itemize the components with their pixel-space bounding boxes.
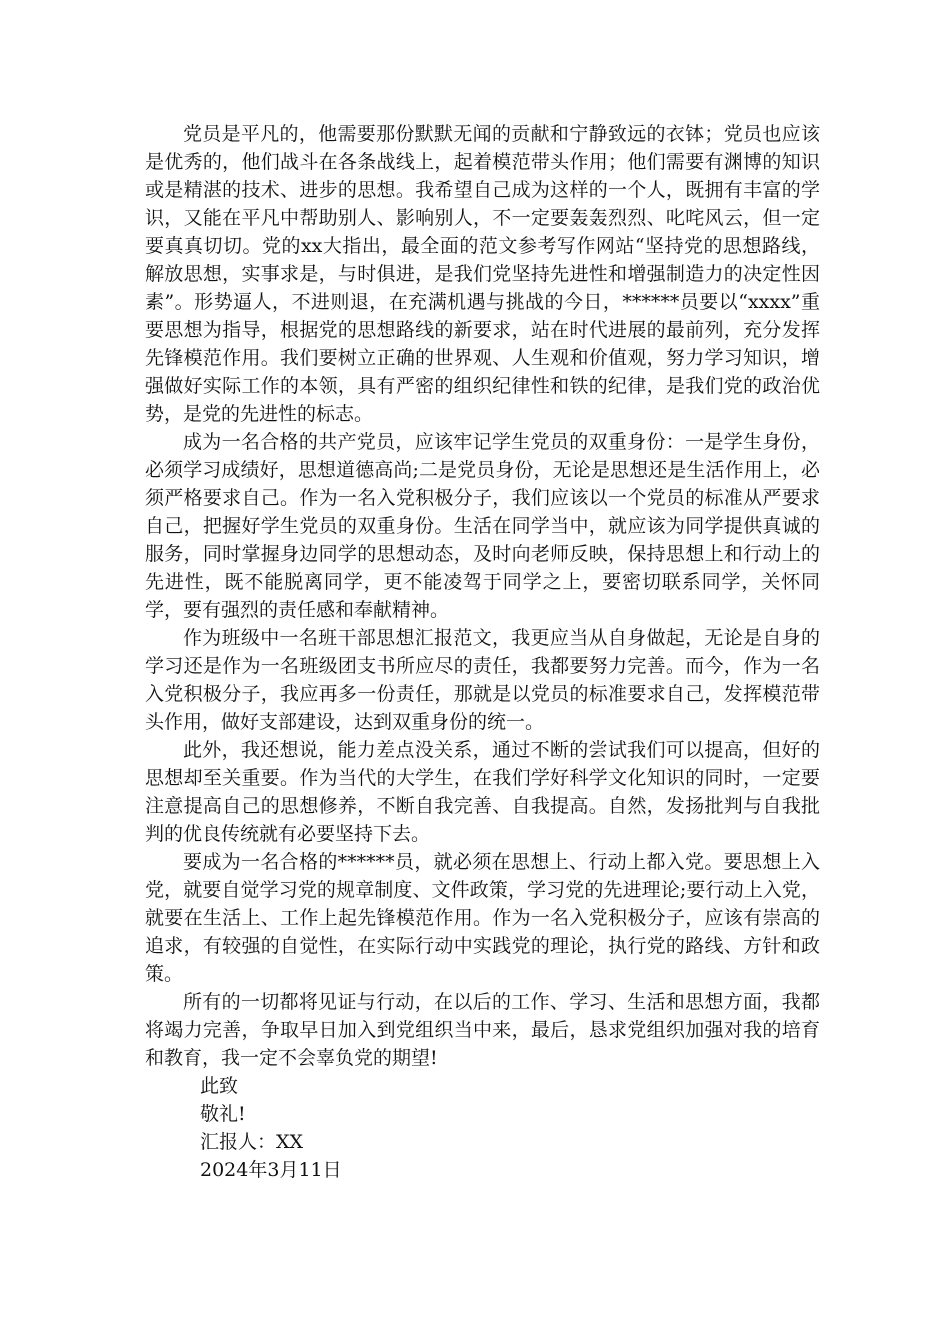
report-date: 2024年3月11日 xyxy=(200,1159,342,1181)
paragraph-5: 要成为一名合格的******员，就必须在思想上、行动上都入党。要思想上入党，就要自觉学习党的规章制度、文件政策，学习党的先进理论;要行动上入党，就要在生活上、工作上起先锋模范作用。作为一名入党积极分子，应该有崇高的追求，有较强的自觉性，在实际行动中实践党的理论，执行党的路线、方针和政策。 xyxy=(145,851,820,985)
reporter-signature: 汇报人：XX xyxy=(200,1131,304,1153)
paragraph-2: 成为一名合格的共产党员，应该牢记学生党员的双重身份：一是学生身份，必须学习成绩好，思想道德高尚;二是党员身份，无论是思想还是生活作用上，必须严格要求自己。作为一名入党积极分子，我们应该以一个党员的标准从严要求自己，把握好学生党员的双重身份。生活在同学当中，就应该为同学提供真诚的服务，同时掌握身边同学的思想动态，及时向老师反映，保持思想上和行动上的先进性，既不能脱离同学，更不能凌驾于同学之上，要密切联系同学，关怀同学，要有强烈的责任感和奉献精神。 xyxy=(145,431,820,621)
paragraph-4: 此外，我还想说，能力差点没关系，通过不断的尝试我们可以提高，但好的思想却至关重要。作为当代的大学生，在我们学好科学文化知识的同时，一定要注意提高自己的思想修养，不断自我完善、自我提高。自然，发扬批判与自我批判的优良传统就有必要坚持下去。 xyxy=(145,739,820,845)
closing-respect: 敬礼! xyxy=(200,1103,246,1125)
paragraph-6: 所有的一切都将见证与行动，在以后的工作、学习、生活和思想方面，我都将竭力完善，争取早日加入到党组织当中来，最后，恳求党组织加强对我的培育和教育，我一定不会辜负党的期望! xyxy=(145,991,820,1069)
paragraph-3: 作为班级中一名班干部思想汇报范文，我更应当从自身做起，无论是自身的学习还是作为一名班级团支书所应尽的责任，我都要努力完善。而今，作为一名入党积极分子，我应再多一份责任，那就是以党员的标准要求自己，发挥模范带头作用，做好支部建设，达到双重身份的统一。 xyxy=(145,627,820,733)
paragraph-1: 党员是平凡的，他需要那份默默无闻的贡献和宁静致远的衣钵；党员也应该是优秀的，他们战斗在各条战线上，起着模范带头作用；他们需要有渊博的知识或是精湛的技术、进步的思想。我希望自己成为这样的一个人，既拥有丰富的学识，又能在平凡中帮助别人、影响别人，不一定要轰轰烈烈、叱咤风云，但一定要真真切切。党的xx大指出，最全面的范文参考写作网站“坚持党的思想路线，解放思想，实事求是，与时俱进，是我们党坚持先进性和增强制造力的决定性因素”。形势逼人，不进则退，在充满机遇与挑战的今日，******员要以“xxxx”重要思想为指导，根据党的思想路线的新要求，站在时代进展的最前列，充分发挥先锋模范作用。我们要树立正确的世界观、人生观和价值观，努力学习知识，增强做好实际工作的本领，具有严密的组织纪律性和铁的纪律，是我们党的政治优势，是党的先进性的标志。 xyxy=(145,123,820,425)
document-body xyxy=(145,120,820,1184)
closing-salutation: 此致 xyxy=(200,1075,239,1097)
